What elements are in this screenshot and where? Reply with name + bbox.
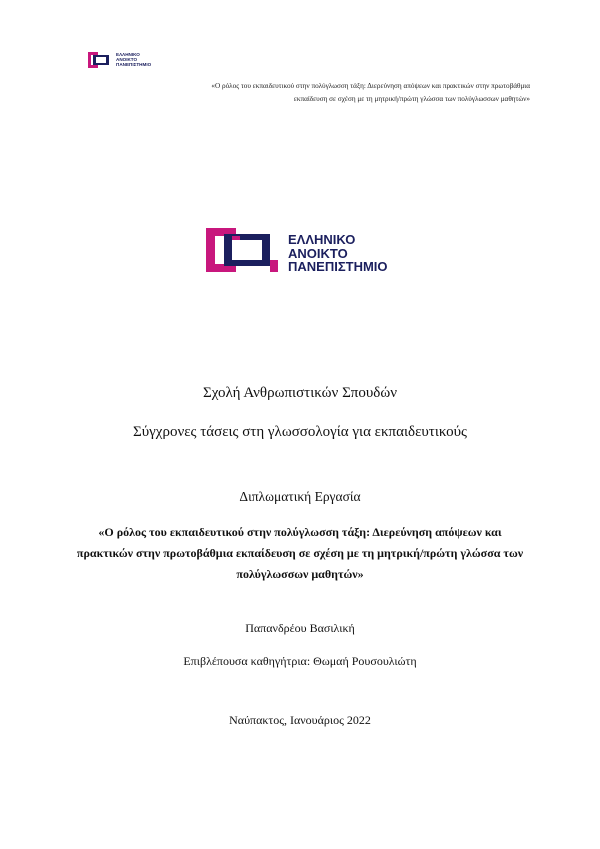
university-name (288, 233, 388, 274)
eap-emblem-icon (206, 224, 286, 276)
eap-logo-icon (88, 52, 114, 68)
program-name: Σύγχρονες τάσεις στη γλωσσολογία για εκπαιδευτικούς (133, 424, 467, 440)
header-logo-text: ΕΛΛΗΝΙΚΟ ΑΝΟΙΚΤΟ ΠΑΝΕΠΙΣΤΗΜΙΟ (116, 52, 152, 68)
running-head-line-2: εκπαίδευση σε σχέση με τη μητρική/πρώτη γλώσσα των πολύγλωσσων μαθητών» (293, 95, 530, 103)
thesis-title (60, 522, 540, 585)
thesis-title-line-1: «Ο ρόλος του εκπαιδευτικού στην πολύγλωσση τάξη: Διερεύνηση απόψεων και (98, 525, 502, 539)
running-head (150, 80, 530, 106)
author-name: Παπανδρέου Βασιλική (245, 621, 355, 635)
thesis-type: Διπλωματική Εργασία (239, 489, 361, 504)
place-date: Ναύπακτος, Ιανουάριος 2022 (229, 713, 371, 727)
school-name: Σχολή Ανθρωπιστικών Σπουδών (202, 385, 398, 401)
thesis-title-line-3: πολύγλωσσων μαθητών» (236, 567, 364, 581)
thesis-title-line-2: πρακτικών στην πρωτοβάθμια εκπαίδευση σε σχέση με τη μητρική/πρώτη γλώσσα των (76, 546, 524, 560)
header-logo (88, 52, 168, 70)
university-logo (206, 224, 426, 276)
university-name-line-2: ΑΝΟΙΚΤΟ (288, 245, 348, 261)
university-name-line-1: ΕΛΛΗΝΙΚΟ (288, 232, 356, 247)
university-name-line-3: ΠΑΝΕΠΙΣΤΗΜΙΟ (288, 259, 388, 274)
supervisor: Επιβλέπουσα καθηγήτρια: Θωμαή Ρουσουλιώτη (183, 654, 417, 668)
running-head-line-1: «Ο ρόλος του εκπαιδευτικού στην πολύγλωσση τάξη: Διερεύνηση απόψεων και πρακτικών στην πρωτοβάθμια (211, 82, 530, 90)
